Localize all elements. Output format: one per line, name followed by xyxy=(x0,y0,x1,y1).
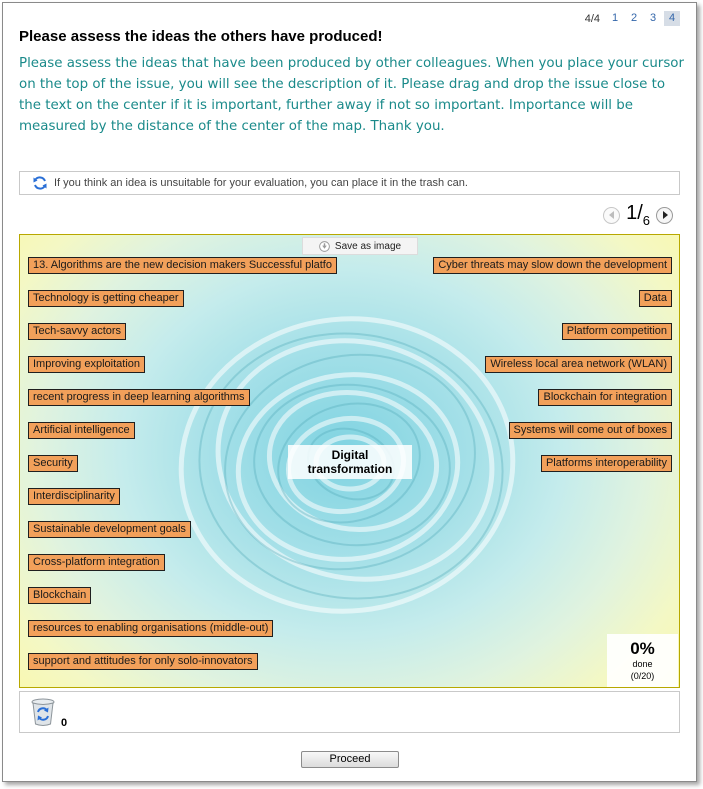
issue-card[interactable]: Blockchain for integration xyxy=(538,389,672,406)
issue-card[interactable]: Tech-savvy actors xyxy=(28,323,126,340)
center-label-line2: transformation xyxy=(307,462,393,476)
progress-done-label: done xyxy=(632,659,653,669)
chevron-right-icon xyxy=(661,211,669,219)
set-current: 1 xyxy=(626,202,638,224)
info-text: If you think an idea is unsuitable for your evaluation, you can place it in the trash can. xyxy=(54,177,468,189)
chevron-left-icon xyxy=(608,211,616,219)
issue-card[interactable]: Systems will come out of boxes xyxy=(509,422,672,439)
proceed-button[interactable]: Proceed xyxy=(301,751,399,768)
trash-can-icon[interactable] xyxy=(30,697,56,727)
progress-percent: 0% xyxy=(630,639,655,658)
issue-card[interactable]: Security xyxy=(28,455,78,472)
issue-card[interactable]: Platforms interoperability xyxy=(541,455,672,472)
download-icon xyxy=(319,241,330,252)
issue-card[interactable]: Artificial intelligence xyxy=(28,422,135,439)
save-label: Save as image xyxy=(334,240,402,252)
page-link-2[interactable]: 2 xyxy=(630,12,638,24)
next-set-button[interactable] xyxy=(656,207,673,224)
issue-card[interactable]: Technology is getting cheaper xyxy=(28,290,184,307)
issue-card[interactable]: 13. Algorithms are the new decision makers Successful platfo xyxy=(28,257,337,274)
importance-map[interactable] xyxy=(19,234,680,688)
set-total: 6 xyxy=(642,213,650,228)
progress-box xyxy=(607,634,678,687)
issue-card[interactable]: Improving exploitation xyxy=(28,356,145,373)
issue-card[interactable]: Blockchain xyxy=(28,587,91,604)
prev-set-button[interactable] xyxy=(603,207,620,224)
page-title: Please assess the ideas the others have produced! xyxy=(19,28,383,45)
issue-set-nav xyxy=(603,202,673,228)
refresh-icon xyxy=(32,175,48,191)
page-indicator: 4/4 xyxy=(584,12,600,25)
issue-card[interactable]: resources to enabling organisations (middle-out) xyxy=(28,620,273,637)
issue-card[interactable]: Data xyxy=(639,290,672,307)
trash-count: 0 xyxy=(61,717,68,729)
issue-card[interactable]: Cross-platform integration xyxy=(28,554,165,571)
page-link-1[interactable]: 1 xyxy=(611,12,619,24)
trash-area[interactable] xyxy=(19,691,680,733)
info-bar xyxy=(19,171,680,195)
page-link-4[interactable]: 4 xyxy=(664,11,680,26)
issue-card[interactable]: Interdisciplinarity xyxy=(28,488,120,505)
progress-count: (0/20) xyxy=(630,671,655,681)
issue-card[interactable]: Cyber threats may slow down the development xyxy=(433,257,672,274)
issue-card[interactable]: support and attitudes for only solo-innovators xyxy=(28,653,258,670)
map-center-label xyxy=(288,445,412,479)
issue-card[interactable]: Wireless local area network (WLAN) xyxy=(485,356,672,373)
page-link-3[interactable]: 3 xyxy=(649,12,657,24)
issue-card[interactable]: recent progress in deep learning algorithms xyxy=(28,389,250,406)
set-counter: $1/_6$ xyxy=(626,202,650,228)
page-pager xyxy=(585,11,680,26)
center-label-line1: Digital xyxy=(331,448,369,462)
issue-card[interactable]: Sustainable development goals xyxy=(28,521,191,538)
issue-card[interactable]: Platform competition xyxy=(562,323,672,340)
instructions-text: Please assess the ideas that have been produced by other colleagues. When you place your cursor on the top of the issue, you will see the description of it. Please drag and drop the issue close to the text on the center if it is important, further away if not so important. Importance will be measured by the distance of the center of the map. Thank you. xyxy=(19,56,684,134)
save-as-image-button[interactable] xyxy=(302,237,418,255)
